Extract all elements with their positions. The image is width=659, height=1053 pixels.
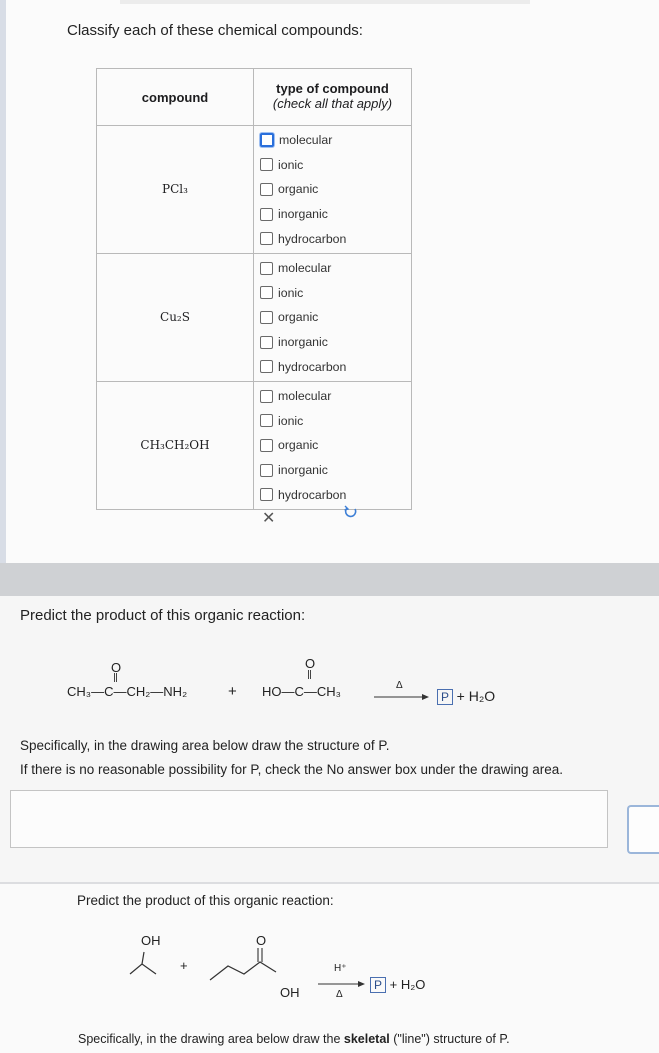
reactant-2-ch3: CH₃ bbox=[316, 684, 341, 699]
option-label: molecular bbox=[278, 261, 332, 276]
side-tab[interactable] bbox=[627, 805, 659, 854]
instruction-3-pre: Specifically, in the drawing area below draw the bbox=[78, 1032, 344, 1046]
reactant-1-ch2: CH₂ bbox=[126, 684, 151, 699]
acid-catalyst: H⁺ bbox=[334, 963, 347, 974]
option-label: hydrocarbon bbox=[278, 487, 347, 502]
instruction-2: If there is no reasonable possibility for P, check the No answer box under the drawing area. bbox=[20, 762, 564, 777]
reactant-1-ch3: CH₃ bbox=[67, 684, 92, 699]
option-label: inorganic bbox=[278, 335, 328, 350]
option-label: ionic bbox=[278, 285, 304, 300]
question-3-title: Predict the product of this organic reaction: bbox=[77, 893, 334, 908]
checkbox[interactable] bbox=[260, 286, 273, 299]
option-list bbox=[254, 126, 412, 254]
option-organic[interactable] bbox=[260, 177, 411, 202]
compound-name: PCl₃ bbox=[97, 126, 254, 254]
heat-symbol: Δ bbox=[396, 680, 403, 691]
column-header-type bbox=[254, 69, 412, 126]
option-hydrocarbon[interactable] bbox=[260, 354, 411, 379]
reaction-arrow bbox=[374, 693, 430, 701]
reaction-arrow-2 bbox=[318, 980, 366, 988]
undo-button[interactable] bbox=[344, 505, 358, 524]
checkbox[interactable] bbox=[260, 390, 273, 403]
option-ionic[interactable] bbox=[260, 153, 411, 178]
plus-sign-2: + bbox=[180, 958, 188, 973]
reactant-1-c: C bbox=[104, 684, 114, 699]
reactant-1-nh2: NH₂ bbox=[163, 684, 188, 699]
checkbox[interactable] bbox=[260, 232, 273, 245]
carbonyl-oxygen-1: O bbox=[111, 660, 122, 675]
product-box: P bbox=[437, 689, 453, 705]
table-row bbox=[97, 126, 412, 254]
reactant-2: HO—C—CH₃ bbox=[262, 684, 341, 699]
double-bond-2 bbox=[308, 670, 311, 679]
type-header-hint: (check all that apply) bbox=[272, 96, 393, 111]
checkbox[interactable] bbox=[260, 488, 273, 501]
option-molecular[interactable] bbox=[260, 128, 411, 153]
classification-table bbox=[96, 68, 412, 568]
table-row bbox=[97, 253, 412, 381]
option-inorganic[interactable] bbox=[260, 202, 411, 227]
double-bond-1 bbox=[114, 673, 117, 682]
column-header-compound: compound bbox=[97, 69, 254, 126]
product-box-2: P bbox=[370, 977, 386, 993]
option-label: organic bbox=[278, 310, 319, 325]
question-1-title: Classify each of these chemical compounds: bbox=[67, 22, 363, 39]
option-hydrocarbon[interactable] bbox=[260, 226, 411, 251]
option-ionic[interactable] bbox=[260, 281, 411, 306]
option-hydrocarbon[interactable] bbox=[260, 482, 411, 507]
instruction-3 bbox=[78, 1032, 510, 1046]
reactant-1: CH₃—C—CH₂—NH₂ bbox=[67, 684, 188, 699]
checkbox[interactable] bbox=[260, 336, 273, 349]
option-label: molecular bbox=[279, 133, 333, 148]
checkbox[interactable] bbox=[260, 133, 274, 147]
acid-structure bbox=[210, 944, 290, 986]
x-icon: ✕ bbox=[262, 510, 276, 527]
product-area-2 bbox=[370, 977, 425, 993]
option-label: organic bbox=[278, 438, 319, 453]
question-panel-3 bbox=[0, 884, 659, 1053]
checkbox[interactable] bbox=[260, 183, 273, 196]
compound-name: CH₃CH₂OH bbox=[97, 381, 254, 509]
instruction-3-post: ("line") structure of P. bbox=[389, 1032, 510, 1046]
option-label: inorganic bbox=[278, 207, 328, 222]
checkbox[interactable] bbox=[260, 158, 273, 171]
option-label: inorganic bbox=[278, 463, 328, 478]
checkbox[interactable] bbox=[260, 439, 273, 452]
option-inorganic[interactable] bbox=[260, 330, 411, 355]
option-label: ionic bbox=[278, 157, 304, 172]
reactant-2-c: C bbox=[294, 684, 304, 699]
instruction-3-bold: skeletal bbox=[343, 1032, 390, 1046]
option-molecular[interactable] bbox=[260, 384, 411, 409]
water-product-2: + H₂O bbox=[389, 977, 426, 992]
option-organic[interactable] bbox=[260, 305, 411, 330]
option-inorganic[interactable] bbox=[260, 458, 411, 483]
heat-symbol-2: Δ bbox=[336, 989, 343, 1000]
acid-oxygen-label: O bbox=[256, 933, 267, 948]
table-row bbox=[97, 381, 412, 509]
option-organic[interactable] bbox=[260, 433, 411, 458]
option-label: hydrocarbon bbox=[278, 359, 347, 374]
top-divider bbox=[120, 0, 530, 4]
plus-sign: + bbox=[228, 683, 237, 700]
option-list bbox=[254, 381, 412, 509]
checkbox[interactable] bbox=[260, 311, 273, 324]
alcohol-structure bbox=[130, 950, 170, 980]
checkbox[interactable] bbox=[260, 208, 273, 221]
water-product: + H₂O bbox=[456, 688, 496, 704]
reactant-2-ho: HO bbox=[262, 684, 282, 699]
option-label: organic bbox=[278, 182, 319, 197]
option-molecular[interactable] bbox=[260, 256, 411, 281]
question-2-title: Predict the product of this organic reaction: bbox=[20, 607, 306, 624]
option-label: ionic bbox=[278, 413, 304, 428]
option-ionic[interactable] bbox=[260, 409, 411, 434]
option-label: molecular bbox=[278, 389, 332, 404]
checkbox[interactable] bbox=[260, 262, 273, 275]
type-header-label: type of compound bbox=[276, 81, 389, 97]
product-area bbox=[437, 688, 495, 705]
instruction-1: Specifically, in the drawing area below draw the structure of P. bbox=[20, 738, 390, 753]
checkbox[interactable] bbox=[260, 464, 273, 477]
drawing-area[interactable] bbox=[10, 790, 608, 848]
carbonyl-oxygen-2: O bbox=[305, 656, 316, 671]
acid-hydroxyl-label: OH bbox=[280, 985, 300, 1000]
option-label: hydrocarbon bbox=[278, 231, 347, 246]
hydroxyl-label: OH bbox=[141, 933, 161, 948]
option-list bbox=[254, 253, 412, 381]
undo-icon bbox=[344, 505, 358, 519]
checkbox[interactable] bbox=[260, 414, 273, 427]
compound-name: Cu₂S bbox=[97, 253, 254, 381]
checkbox[interactable] bbox=[260, 360, 273, 373]
clear-button[interactable] bbox=[262, 508, 275, 528]
separator-band bbox=[0, 563, 659, 596]
